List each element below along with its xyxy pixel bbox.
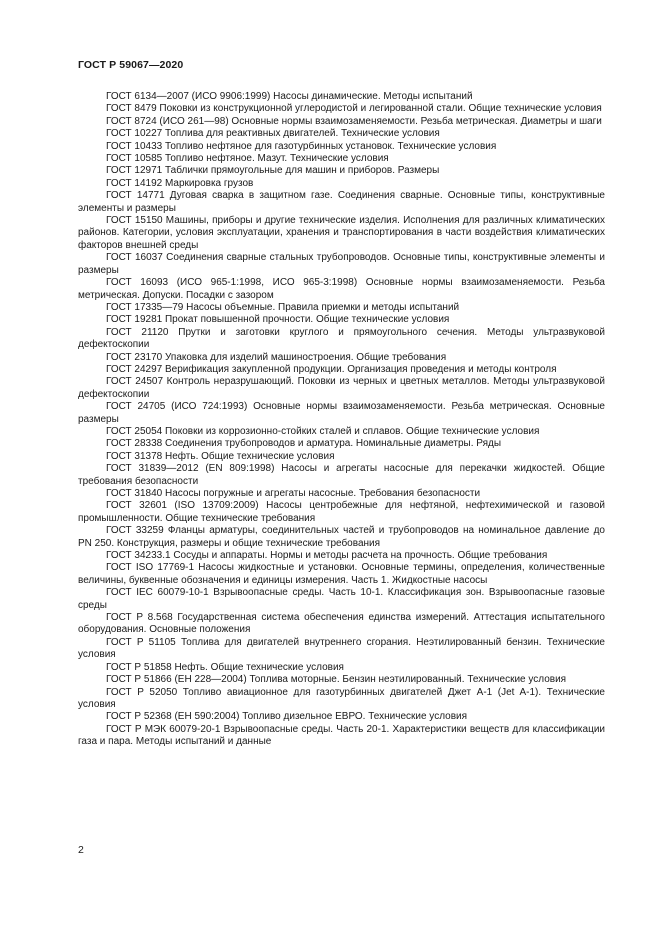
reference-entry: ГОСТ Р 51105 Топлива для двигателей внутреннего сгорания. Неэтилированный бензин. Технические условия — [78, 636, 605, 661]
reference-entry: ГОСТ 25054 Поковки из коррозионно-стойких сталей и сплавов. Общие технические условия — [106, 425, 540, 437]
reference-entry: ГОСТ 32601 (ISO 13709:2009) Насосы центробежные для нефтяной, нефтехимической и газовой промышленности. Общие технические требования — [78, 500, 605, 524]
reference-entry: ГОСТ 34233.1 Сосуды и аппараты. Нормы и методы расчета на прочность. Общие требования — [106, 550, 548, 562]
reference-entry: ГОСТ Р 8.568 Государственная система обеспечения единства измерений. Аттестация испытательного оборудования. Основные положения — [78, 612, 605, 636]
reference-entry: ГОСТ 21120 Прутки и заготовки круглого и прямоугольного сечения. Методы ультразвуковой дефектоскопии — [78, 326, 605, 351]
reference-entry: ГОСТ 24705 (ИСО 724:1993) Основные нормы взаимозаменяемости. Резьба метрическая. Основные размеры — [78, 401, 605, 425]
reference-entry: ГОСТ 10433 Топливо нефтяное для газотурбинных установок. Технические условия — [106, 140, 497, 152]
reference-entry: ГОСТ Р 52368 (ЕН 590:2004) Топливо дизельное ЕВРО. Технические условия — [106, 711, 468, 723]
reference-entry: ГОСТ Р МЭК 60079-20-1 Взрывоопасные среды. Часть 20-1. Характеристики веществ для классификации газа и пара. Методы испытаний и данные — [78, 723, 605, 748]
reference-entry: ГОСТ ISO 17769-1 Насосы жидкостные и установки. Основные термины, определения, количественные величины, буквенные обозначения и единицы измерения. Часть 1. Жидкостные насосы — [78, 562, 605, 586]
page-number: 2 — [78, 844, 84, 856]
reference-entry: ГОСТ 12971 Таблички прямоугольные для машин и приборов. Размеры — [106, 165, 440, 177]
reference-entry: ГОСТ IEC 60079-10-1 Взрывоопасные среды. Часть 10-1. Классификация зон. Взрывоопасные газовые среды — [78, 587, 605, 611]
document-header-title: ГОСТ Р 59067—2020 — [78, 59, 184, 71]
reference-entry: ГОСТ Р 52050 Топливо авиационное для газотурбинных двигателей Джет А-1 (Jet A-1). Технические условия — [78, 686, 605, 710]
reference-entry: ГОСТ 23170 Упаковка для изделий машиностроения. Общие требования — [106, 351, 447, 363]
reference-entry: ГОСТ 31839—2012 (EN 809:1998) Насосы и агрегаты насосные для перекачки жидкостей. Общие требования безопасности — [78, 463, 605, 487]
reference-entry: ГОСТ 31840 Насосы погружные и агрегаты насосные. Требования безопасности — [106, 488, 481, 499]
reference-entry: ГОСТ Р 51866 (ЕН 228—2004) Топлива моторные. Бензин неэтилированный. Технические условия — [106, 674, 567, 686]
reference-entry: ГОСТ 10585 Топливо нефтяное. Мазут. Технические условия — [106, 153, 389, 165]
reference-entry: ГОСТ 33259 Фланцы арматуры, соединительных частей и трубопроводов на номинальное давление до PN 250. Конструкция, размеры и общие технические требования — [78, 525, 605, 549]
reference-entry: ГОСТ 15150 Машины, приборы и другие технические изделия. Исполнения для различных климатических районов. Категории, условия эксплуатации, хранения и транспортирования в части воздействия климатических факторов внешней среды — [78, 215, 605, 251]
reference-entry: ГОСТ 8479 Поковки из конструкционной углеродистой и легированной стали. Общие технические условия — [106, 103, 602, 115]
reference-entry: ГОСТ 14771 Дуговая сварка в защитном газе. Соединения сварные. Основные типы, конструктивные элементы и размеры — [78, 190, 605, 214]
reference-entry: ГОСТ 19281 Прокат повышенной прочности. Общие технические условия — [106, 314, 450, 326]
reference-entry: ГОСТ 16093 (ИСО 965-1:1998, ИСО 965-3:1998) Основные нормы взаимозаменяемости. Резьба метрическая. Допуски. Посадки с зазором — [78, 277, 605, 301]
reference-entry: ГОСТ 16037 Соединения сварные стальных трубопроводов. Основные типы, конструктивные элементы и размеры — [78, 252, 605, 276]
reference-entry: ГОСТ 10227 Топлива для реактивных двигателей. Технические условия — [106, 128, 440, 140]
reference-entry: ГОСТ Р 51858 Нефть. Общие технические условия — [106, 661, 344, 673]
reference-entry: ГОСТ 8724 (ИСО 261—98) Основные нормы взаимозаменяемости. Резьба метрическая. Диаметры и шаги — [106, 115, 602, 127]
normative-references-list — [78, 91, 605, 749]
reference-entry: ГОСТ 24507 Контроль неразрушающий. Поковки из черных и цветных металлов. Методы ультразвуковой дефектоскопии — [78, 376, 605, 400]
reference-entry: ГОСТ 6134—2007 (ИСО 9906:1999) Насосы динамические. Методы испытаний — [106, 91, 473, 102]
reference-entry: ГОСТ 17335—79 Насосы объемные. Правила приемки и методы испытаний — [106, 301, 460, 313]
reference-entry: ГОСТ 31378 Нефть. Общие технические условия — [106, 450, 335, 462]
reference-entry: ГОСТ 24297 Верификация закупленной продукции. Организация проведения и методы контроля — [106, 363, 557, 375]
reference-entry: ГОСТ 14192 Маркировка грузов — [106, 177, 254, 189]
reference-entry: ГОСТ 28338 Соединения трубопроводов и арматура. Номинальные диаметры. Ряды — [106, 438, 502, 450]
